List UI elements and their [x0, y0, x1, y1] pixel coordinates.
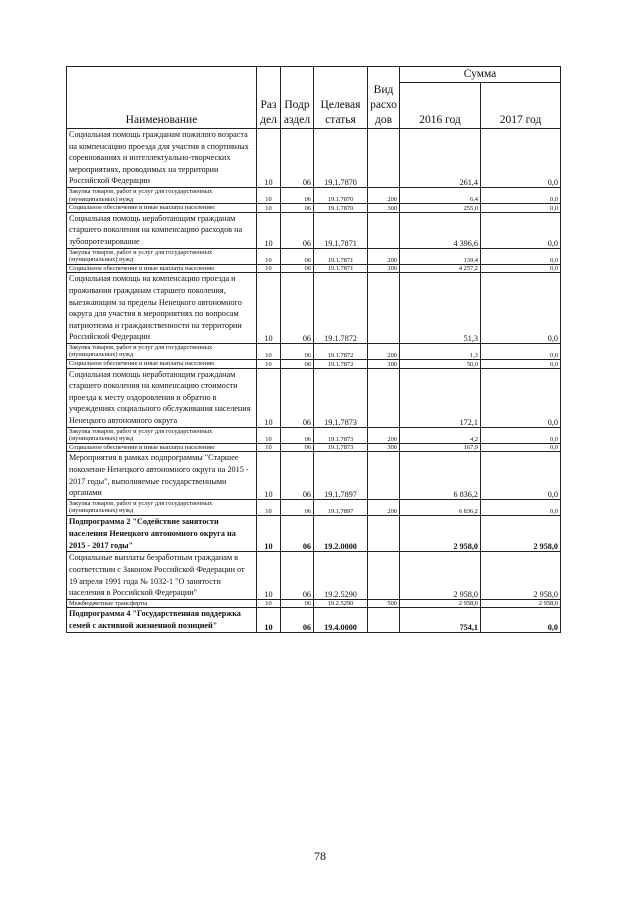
cell-celevaya-statya: 19.1.7872: [314, 360, 368, 369]
header-razdel: Раз дел: [257, 67, 281, 129]
cell-podrazdel: 06: [281, 204, 314, 213]
row-name: Закупка товаров, работ и услуг для государственных (муниципальных) нужд: [67, 248, 257, 264]
cell-vid-rashodov: [368, 452, 400, 499]
cell-sum-2016: 1,3: [400, 343, 481, 359]
cell-razdel: 10: [257, 204, 281, 213]
cell-sum-2017: 0,0: [481, 273, 561, 344]
cell-vid-rashodov: 300: [368, 360, 400, 369]
cell-podrazdel: 06: [281, 273, 314, 344]
cell-sum-2017: 0,0: [481, 212, 561, 248]
table-row: [67, 187, 561, 203]
cell-razdel: 10: [257, 368, 281, 427]
cell-celevaya-statya: 19.1.7871: [314, 212, 368, 248]
row-name: Закупка товаров, работ и услуг для государственных (муниципальных) нужд: [67, 427, 257, 443]
cell-vid-rashodov: [368, 368, 400, 427]
cell-podrazdel: 06: [281, 368, 314, 427]
cell-sum-2017: 0,0: [481, 608, 561, 633]
cell-vid-rashodov: [368, 273, 400, 344]
cell-sum-2017: 0,0: [481, 187, 561, 203]
cell-podrazdel: 06: [281, 187, 314, 203]
cell-sum-2017: 2 958,0: [481, 515, 561, 551]
table-row: [67, 264, 561, 273]
table-row: [67, 608, 561, 633]
cell-sum-2017: 2 958,0: [481, 552, 561, 599]
cell-sum-2017: 0,0: [481, 368, 561, 427]
row-name: Закупка товаров, работ и услуг для государственных (муниципальных) нужд: [67, 187, 257, 203]
table-header: [67, 67, 561, 129]
cell-celevaya-statya: 19.4.0000: [314, 608, 368, 633]
cell-vid-rashodov: 300: [368, 204, 400, 213]
cell-vid-rashodov: 300: [368, 264, 400, 273]
cell-razdel: 10: [257, 360, 281, 369]
cell-sum-2016: 2 958,0: [400, 552, 481, 599]
row-name: Подпрограмма 2 "Содействие занятости населения Ненецкого автономного округа на 2015 - 2017 годы": [67, 515, 257, 551]
cell-celevaya-statya: 19.2.5290: [314, 552, 368, 599]
cell-celevaya-statya: 19.1.7871: [314, 248, 368, 264]
cell-podrazdel: 06: [281, 343, 314, 359]
cell-celevaya-statya: 19.1.7897: [314, 499, 368, 515]
cell-celevaya-statya: 19.1.7872: [314, 273, 368, 344]
cell-sum-2016: 4 396,6: [400, 212, 481, 248]
table-row: [67, 248, 561, 264]
cell-vid-rashodov: [368, 212, 400, 248]
cell-celevaya-statya: 19.1.7873: [314, 427, 368, 443]
header-podrazdel: Подр аздел: [281, 67, 314, 129]
table-row: [67, 452, 561, 499]
cell-sum-2016: 6 836,2: [400, 499, 481, 515]
cell-vid-rashodov: 200: [368, 499, 400, 515]
cell-sum-2017: 0,0: [481, 443, 561, 452]
table-row: [67, 443, 561, 452]
table-row: [67, 343, 561, 359]
cell-razdel: 10: [257, 443, 281, 452]
cell-vid-rashodov: [368, 608, 400, 633]
cell-vid-rashodov: [368, 515, 400, 551]
table-row: [67, 360, 561, 369]
cell-razdel: 10: [257, 273, 281, 344]
row-name: Социальное обеспечение и иные выплаты населению: [67, 360, 257, 369]
cell-sum-2016: 50,0: [400, 360, 481, 369]
header-year-2017: 2017 год: [481, 83, 561, 129]
table-body: [67, 129, 561, 633]
table-row: [67, 599, 561, 608]
cell-podrazdel: 06: [281, 515, 314, 551]
cell-celevaya-statya: 19.2.5290: [314, 599, 368, 608]
cell-sum-2017: 0,0: [481, 360, 561, 369]
cell-sum-2017: 0,0: [481, 499, 561, 515]
header-celevaya-statya: Целевая статья: [314, 67, 368, 129]
cell-vid-rashodov: [368, 552, 400, 599]
cell-sum-2016: 4 257,2: [400, 264, 481, 273]
budget-table: [66, 66, 561, 633]
cell-razdel: 10: [257, 264, 281, 273]
cell-celevaya-statya: 19.1.7870: [314, 204, 368, 213]
cell-podrazdel: 06: [281, 212, 314, 248]
cell-sum-2016: 2 958,0: [400, 599, 481, 608]
table-row: [67, 499, 561, 515]
cell-sum-2016: 139,4: [400, 248, 481, 264]
cell-sum-2017: 0,0: [481, 129, 561, 188]
row-name: Закупка товаров, работ и услуг для государственных (муниципальных) нужд: [67, 499, 257, 515]
cell-razdel: 10: [257, 499, 281, 515]
table-row: [67, 204, 561, 213]
row-name: Социальная помощь на компенсацию проезда и проживания гражданам старшего поколения, выезжающим за пределы Ненецкого автономного округа для участия в мероприятиях по вопросам патриотизма и гражданственности на территории Российской Федерации: [67, 273, 257, 344]
cell-razdel: 10: [257, 452, 281, 499]
cell-sum-2017: 2 958,0: [481, 599, 561, 608]
table-row: [67, 273, 561, 344]
cell-sum-2016: 4,2: [400, 427, 481, 443]
cell-vid-rashodov: 500: [368, 599, 400, 608]
cell-celevaya-statya: 19.1.7897: [314, 452, 368, 499]
row-name: Социальное обеспечение и иные выплаты населению: [67, 204, 257, 213]
cell-razdel: 10: [257, 129, 281, 188]
cell-sum-2016: 167,9: [400, 443, 481, 452]
cell-podrazdel: 06: [281, 452, 314, 499]
cell-razdel: 10: [257, 212, 281, 248]
cell-podrazdel: 06: [281, 608, 314, 633]
cell-sum-2017: 0,0: [481, 343, 561, 359]
cell-razdel: 10: [257, 608, 281, 633]
cell-celevaya-statya: 19.2.0000: [314, 515, 368, 551]
cell-sum-2016: 6 836,2: [400, 452, 481, 499]
cell-sum-2016: 2 958,0: [400, 515, 481, 551]
cell-razdel: 10: [257, 427, 281, 443]
cell-razdel: 10: [257, 248, 281, 264]
cell-podrazdel: 06: [281, 552, 314, 599]
cell-razdel: 10: [257, 515, 281, 551]
row-name: Межбюджетные трансферты: [67, 599, 257, 608]
row-name: Социальное обеспечение и иные выплаты населению: [67, 264, 257, 273]
row-name: Социальное обеспечение и иные выплаты населению: [67, 443, 257, 452]
row-name: Социальная помощь неработающим гражданам старшего поколения на компенсацию расходов на зубопротезирование: [67, 212, 257, 248]
cell-sum-2017: 0,0: [481, 204, 561, 213]
cell-podrazdel: 06: [281, 427, 314, 443]
cell-celevaya-statya: 19.1.7872: [314, 343, 368, 359]
cell-vid-rashodov: 300: [368, 443, 400, 452]
cell-podrazdel: 06: [281, 599, 314, 608]
cell-razdel: 10: [257, 343, 281, 359]
cell-razdel: 10: [257, 599, 281, 608]
cell-celevaya-statya: 19.1.7870: [314, 129, 368, 188]
row-name: Закупка товаров, работ и услуг для государственных (муниципальных) нужд: [67, 343, 257, 359]
cell-vid-rashodov: 200: [368, 427, 400, 443]
cell-sum-2016: 255,0: [400, 204, 481, 213]
header-name: Наименование: [67, 67, 257, 129]
row-name: Социальная помощь неработающим гражданам старшего поколения на компенсацию стоимости проезда к месту оздоровления и обратно в учреждениях социального обслуживания населения Ненецкого автономного округа: [67, 368, 257, 427]
cell-sum-2016: 754,1: [400, 608, 481, 633]
cell-sum-2016: 51,3: [400, 273, 481, 344]
cell-sum-2016: 6,4: [400, 187, 481, 203]
table-row: [67, 129, 561, 188]
table-row: [67, 552, 561, 599]
cell-podrazdel: 06: [281, 443, 314, 452]
cell-sum-2017: 0,0: [481, 248, 561, 264]
cell-sum-2016: 172,1: [400, 368, 481, 427]
table-row: [67, 368, 561, 427]
cell-sum-2017: 0,0: [481, 264, 561, 273]
cell-vid-rashodov: 200: [368, 343, 400, 359]
cell-podrazdel: 06: [281, 248, 314, 264]
table-row: [67, 515, 561, 551]
cell-podrazdel: 06: [281, 129, 314, 188]
cell-podrazdel: 06: [281, 499, 314, 515]
cell-razdel: 10: [257, 187, 281, 203]
header-year-2016: 2016 год: [400, 83, 481, 129]
header-vid-rashodov: Вид расхо дов: [368, 67, 400, 129]
row-name: Мероприятия в рамках подпрограммы "Старшее поколение Ненецкого автономного округа на 2015 - 2017 годы", выполняемые государственными органами: [67, 452, 257, 499]
row-name: Социальная помощь гражданам пожилого возраста на компенсацию проезда для участия в спортивных соревнованиях и интеллектуально-творческих мероприятиях, проводимых на территории Российской Федерации: [67, 129, 257, 188]
cell-celevaya-statya: 19.1.7870: [314, 187, 368, 203]
cell-podrazdel: 06: [281, 360, 314, 369]
cell-vid-rashodov: [368, 129, 400, 188]
cell-sum-2017: 0,0: [481, 427, 561, 443]
cell-celevaya-statya: 19.1.7873: [314, 443, 368, 452]
row-name: Социальные выплаты безработным гражданам в соответствии с Законом Российской Федерации от 19 апреля 1991 года № 1032-1 "О занятости населения в Российской Федерации": [67, 552, 257, 599]
cell-vid-rashodov: 200: [368, 248, 400, 264]
page-number: 78: [314, 849, 326, 863]
cell-celevaya-statya: 19.1.7871: [314, 264, 368, 273]
row-name: Подпрограмма 4 "Государственная поддержка семей с активной жизненной позицией": [67, 608, 257, 633]
cell-sum-2017: 0,0: [481, 452, 561, 499]
cell-podrazdel: 06: [281, 264, 314, 273]
table-row: [67, 427, 561, 443]
header-summa: Сумма: [400, 67, 561, 83]
cell-vid-rashodov: 200: [368, 187, 400, 203]
table-row: [67, 212, 561, 248]
cell-razdel: 10: [257, 552, 281, 599]
cell-sum-2016: 261,4: [400, 129, 481, 188]
cell-celevaya-statya: 19.1.7873: [314, 368, 368, 427]
